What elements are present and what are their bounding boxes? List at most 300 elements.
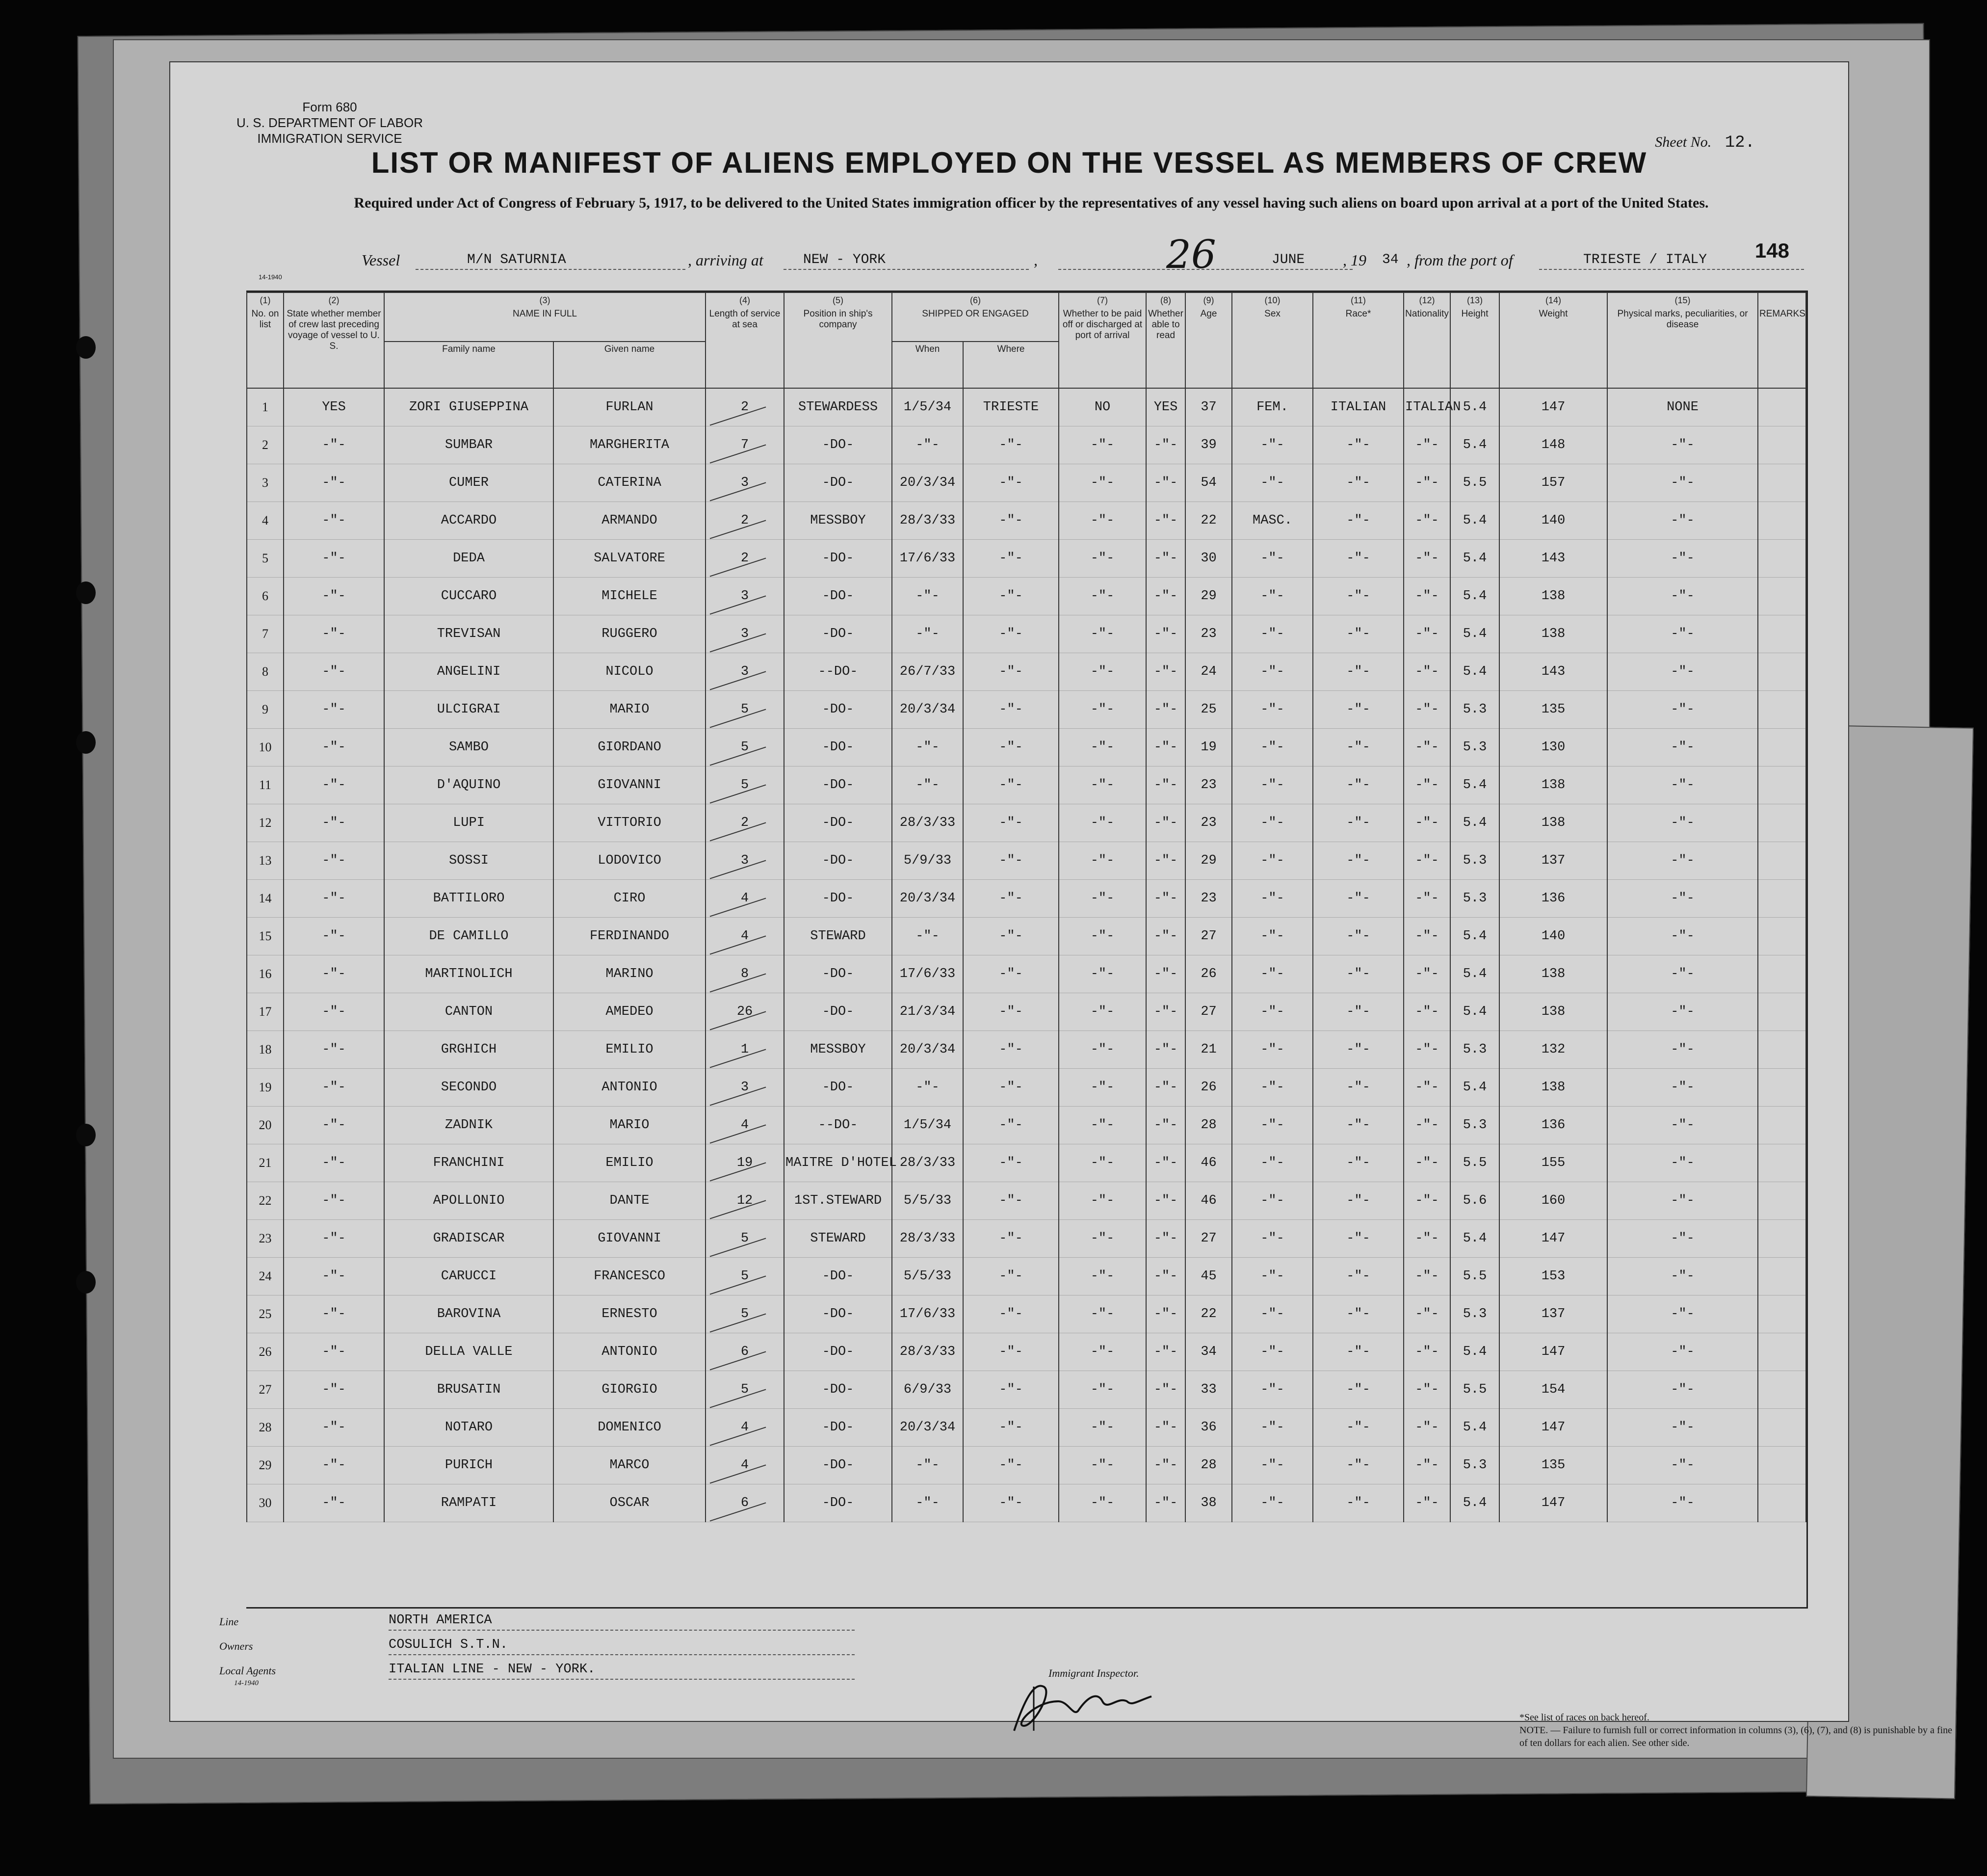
cell-sex: -"-: [1232, 729, 1313, 766]
cell-sex: -"-: [1232, 880, 1313, 918]
cell-where: -"-: [963, 804, 1059, 842]
cell-weight: 147: [1499, 388, 1607, 426]
cell-where: -"-: [963, 918, 1059, 955]
cell-service: 2: [706, 502, 784, 540]
cell-race: -"-: [1313, 1107, 1404, 1144]
cell-family: ZADNIK: [384, 1107, 553, 1144]
col-header-position: (5) Position in ship's company: [784, 292, 892, 388]
cell-age: 27: [1185, 1220, 1232, 1258]
cell-read: -"-: [1146, 578, 1185, 615]
cell-family: ANGELINI: [384, 653, 553, 691]
cell-paid-off: -"-: [1059, 766, 1146, 804]
cell-service: 6: [706, 1484, 784, 1522]
cell-race: -"-: [1313, 842, 1404, 880]
cell-weight: 153: [1499, 1258, 1607, 1295]
cell-read: -"-: [1146, 1258, 1185, 1295]
cell-family: BRUSATIN: [384, 1371, 553, 1409]
cell-read: -"-: [1146, 1295, 1185, 1333]
cell-read: -"-: [1146, 691, 1185, 729]
cell-given: MARCO: [553, 1447, 706, 1484]
penalty-note: NOTE. — Failure to furnish full or correct information in columns (3), (6), (7), and (8) is punishable by a fine of ten dollars for each alien. See other side.: [1519, 1725, 1953, 1748]
cell-height: 5.4: [1450, 426, 1499, 464]
cell-weight: 143: [1499, 653, 1607, 691]
col-header-age: (9) Age: [1185, 292, 1232, 388]
arrival-month: JUNE: [1272, 252, 1305, 267]
cell-prev: -"-: [284, 1107, 384, 1144]
cell-position: STEWARD: [784, 918, 892, 955]
cell-sex: -"-: [1232, 1409, 1313, 1447]
cell-nationality: -"-: [1404, 842, 1450, 880]
cell-height: 5.3: [1450, 729, 1499, 766]
cell-family: CUMER: [384, 464, 553, 502]
cell-race: -"-: [1313, 766, 1404, 804]
cell-height: 5.4: [1450, 1220, 1499, 1258]
cell-no: 21: [247, 1144, 284, 1182]
cell-age: 23: [1185, 804, 1232, 842]
cell-weight: 157: [1499, 464, 1607, 502]
cell-service: 5: [706, 729, 784, 766]
cell-age: 38: [1185, 1484, 1232, 1522]
cell-no: 2: [247, 426, 284, 464]
cell-read: -"-: [1146, 842, 1185, 880]
cell-marks: -"-: [1607, 1031, 1758, 1069]
cell-service: 4: [706, 1447, 784, 1484]
cell-weight: 147: [1499, 1484, 1607, 1522]
cell-family: DELLA VALLE: [384, 1333, 553, 1371]
table-row: [247, 691, 1806, 729]
cell-age: 54: [1185, 464, 1232, 502]
cell-family: CANTON: [384, 993, 553, 1031]
cell-sex: -"-: [1232, 1484, 1313, 1522]
cell-height: 5.4: [1450, 1484, 1499, 1522]
cell-paid-off: -"-: [1059, 540, 1146, 578]
cell-age: 25: [1185, 691, 1232, 729]
cell-age: 23: [1185, 615, 1232, 653]
cell-where: -"-: [963, 1409, 1059, 1447]
cell-marks: -"-: [1607, 578, 1758, 615]
cell-when: 1/5/34: [892, 1107, 963, 1144]
cell-no: 23: [247, 1220, 284, 1258]
cell-height: 5.3: [1450, 1031, 1499, 1069]
cell-remarks: [1758, 766, 1806, 804]
cell-marks: -"-: [1607, 615, 1758, 653]
cell-when: -"-: [892, 578, 963, 615]
cell-paid-off: -"-: [1059, 993, 1146, 1031]
cell-race: -"-: [1313, 804, 1404, 842]
cell-prev: -"-: [284, 993, 384, 1031]
cell-sex: -"-: [1232, 1107, 1313, 1144]
cell-read: -"-: [1146, 1371, 1185, 1409]
cell-position: -DO-: [784, 1371, 892, 1409]
cell-given: DOMENICO: [553, 1409, 706, 1447]
table-row: [247, 1484, 1806, 1522]
cell-race: -"-: [1313, 540, 1404, 578]
cell-nationality: -"-: [1404, 880, 1450, 918]
cell-sex: -"-: [1232, 993, 1313, 1031]
cell-no: 5: [247, 540, 284, 578]
cell-when: 5/5/33: [892, 1182, 963, 1220]
table-row: [247, 1409, 1806, 1447]
cell-height: 5.3: [1450, 842, 1499, 880]
cell-read: -"-: [1146, 918, 1185, 955]
cell-read: -"-: [1146, 540, 1185, 578]
cell-no: 7: [247, 615, 284, 653]
document-subtitle: Required under Act of Congress of February 5, 1917, to be delivered to the United States immigration officer by the representatives of any vessel having such aliens on board upon arrival at a port of the United States.: [354, 195, 1709, 211]
cell-height: 5.4: [1450, 502, 1499, 540]
cell-position: -DO-: [784, 1333, 892, 1371]
table-row: [247, 993, 1806, 1031]
cell-position: -DO-: [784, 1295, 892, 1333]
cell-service: 5: [706, 691, 784, 729]
cell-service: 26: [706, 993, 784, 1031]
cell-height: 5.4: [1450, 615, 1499, 653]
cell-age: 33: [1185, 1371, 1232, 1409]
cell-marks: -"-: [1607, 1333, 1758, 1371]
cell-where: -"-: [963, 464, 1059, 502]
cell-given: CIRO: [553, 880, 706, 918]
cell-race: -"-: [1313, 1447, 1404, 1484]
cell-weight: 160: [1499, 1182, 1607, 1220]
arrival-port: NEW - YORK: [803, 252, 886, 267]
cell-no: 8: [247, 653, 284, 691]
cell-remarks: [1758, 1031, 1806, 1069]
cell-nationality: -"-: [1404, 1447, 1450, 1484]
cell-no: 10: [247, 729, 284, 766]
arrival-day: 26: [1166, 232, 1216, 277]
cell-remarks: [1758, 388, 1806, 426]
cell-sex: -"-: [1232, 1031, 1313, 1069]
cell-prev: -"-: [284, 1182, 384, 1220]
cell-race: -"-: [1313, 1031, 1404, 1069]
cell-paid-off: -"-: [1059, 1069, 1146, 1107]
cell-given: ARMANDO: [553, 502, 706, 540]
cell-no: 9: [247, 691, 284, 729]
cell-when: 5/5/33: [892, 1258, 963, 1295]
cell-weight: 135: [1499, 1447, 1607, 1484]
cell-read: -"-: [1146, 426, 1185, 464]
cell-weight: 136: [1499, 880, 1607, 918]
cell-marks: -"-: [1607, 729, 1758, 766]
cell-paid-off: NO: [1059, 388, 1146, 426]
table-row: [247, 918, 1806, 955]
cell-paid-off: -"-: [1059, 918, 1146, 955]
cell-sex: -"-: [1232, 615, 1313, 653]
cell-marks: -"-: [1607, 955, 1758, 993]
department: U. S. DEPARTMENT OF LABOR: [236, 115, 423, 130]
cell-nationality: -"-: [1404, 426, 1450, 464]
cell-prev: -"-: [284, 1371, 384, 1409]
cell-given: MICHELE: [553, 578, 706, 615]
cell-read: -"-: [1146, 880, 1185, 918]
cell-marks: -"-: [1607, 426, 1758, 464]
cell-position: -DO-: [784, 578, 892, 615]
cell-service: 6: [706, 1333, 784, 1371]
cell-weight: 143: [1499, 540, 1607, 578]
cell-service: 2: [706, 388, 784, 426]
cell-nationality: -"-: [1404, 729, 1450, 766]
cell-prev: -"-: [284, 1069, 384, 1107]
cell-read: -"-: [1146, 1069, 1185, 1107]
cell-position: -DO-: [784, 1409, 892, 1447]
binder-hole: [76, 731, 96, 754]
table-row: [247, 1295, 1806, 1333]
cell-given: MARGHERITA: [553, 426, 706, 464]
line-label: Line: [219, 1615, 239, 1628]
cell-sex: FEM.: [1232, 388, 1313, 426]
cell-prev: -"-: [284, 729, 384, 766]
cell-when: 20/3/34: [892, 691, 963, 729]
cell-age: 28: [1185, 1447, 1232, 1484]
cell-height: 5.4: [1450, 1069, 1499, 1107]
cell-given: OSCAR: [553, 1484, 706, 1522]
col-header-race: (11) Race*: [1313, 292, 1404, 388]
cell-read: YES: [1146, 388, 1185, 426]
cell-read: -"-: [1146, 653, 1185, 691]
table-row: [247, 1144, 1806, 1182]
cell-given: MARIO: [553, 691, 706, 729]
cell-prev: -"-: [284, 1258, 384, 1295]
cell-remarks: [1758, 955, 1806, 993]
cell-family: D'AQUINO: [384, 766, 553, 804]
cell-position: -DO-: [784, 1069, 892, 1107]
cell-nationality: -"-: [1404, 1220, 1450, 1258]
table-row: [247, 766, 1806, 804]
cell-height: 5.4: [1450, 993, 1499, 1031]
cell-service: 3: [706, 578, 784, 615]
cell-when: 17/6/33: [892, 1295, 963, 1333]
table-row: [247, 540, 1806, 578]
cell-where: -"-: [963, 993, 1059, 1031]
cell-given: GIORDANO: [553, 729, 706, 766]
cell-service: 2: [706, 804, 784, 842]
cell-age: 46: [1185, 1144, 1232, 1182]
cell-remarks: [1758, 578, 1806, 615]
cell-age: 23: [1185, 766, 1232, 804]
cell-nationality: -"-: [1404, 1182, 1450, 1220]
cell-where: -"-: [963, 502, 1059, 540]
cell-height: 5.5: [1450, 1144, 1499, 1182]
cell-nationality: -"-: [1404, 1295, 1450, 1333]
cell-paid-off: -"-: [1059, 1220, 1146, 1258]
cell-read: -"-: [1146, 1220, 1185, 1258]
cell-paid-off: -"-: [1059, 880, 1146, 918]
cell-given: FRANCESCO: [553, 1258, 706, 1295]
cell-where: -"-: [963, 1484, 1059, 1522]
cell-service: 1: [706, 1031, 784, 1069]
cell-race: -"-: [1313, 464, 1404, 502]
cell-prev: -"-: [284, 502, 384, 540]
table-row: [247, 880, 1806, 918]
form-identifier: [236, 99, 423, 146]
cell-sex: -"-: [1232, 653, 1313, 691]
cell-paid-off: -"-: [1059, 1031, 1146, 1069]
cell-paid-off: -"-: [1059, 1371, 1146, 1409]
cell-sex: MASC.: [1232, 502, 1313, 540]
cell-service: 3: [706, 842, 784, 880]
cell-weight: 137: [1499, 1295, 1607, 1333]
cell-family: GRADISCAR: [384, 1220, 553, 1258]
table-row: [247, 615, 1806, 653]
cell-position: -DO-: [784, 1447, 892, 1484]
cell-sex: -"-: [1232, 1295, 1313, 1333]
cell-position: -DO-: [784, 1484, 892, 1522]
cell-position: -DO-: [784, 766, 892, 804]
cell-age: 29: [1185, 578, 1232, 615]
cell-given: GIOVANNI: [553, 1220, 706, 1258]
cell-given: ANTONIO: [553, 1069, 706, 1107]
cell-prev: YES: [284, 388, 384, 426]
cell-family: ZORI GIUSEPPINA: [384, 388, 553, 426]
cell-no: 6: [247, 578, 284, 615]
col-header-weight: (14) Weight: [1499, 292, 1607, 388]
cell-no: 20: [247, 1107, 284, 1144]
cell-position: -DO-: [784, 993, 892, 1031]
cell-where: -"-: [963, 766, 1059, 804]
cell-weight: 155: [1499, 1144, 1607, 1182]
cell-given: FERDINANDO: [553, 918, 706, 955]
cell-service: 5: [706, 1371, 784, 1409]
cell-marks: -"-: [1607, 880, 1758, 918]
cell-nationality: -"-: [1404, 1484, 1450, 1522]
cell-race: -"-: [1313, 993, 1404, 1031]
cell-position: STEWARDESS: [784, 388, 892, 426]
cell-where: -"-: [963, 955, 1059, 993]
cell-remarks: [1758, 918, 1806, 955]
cell-remarks: [1758, 993, 1806, 1031]
cell-position: MESSBOY: [784, 502, 892, 540]
crew-table-body: [247, 388, 1806, 1522]
cell-sex: -"-: [1232, 804, 1313, 842]
cell-given: NICOLO: [553, 653, 706, 691]
cell-race: -"-: [1313, 578, 1404, 615]
col-header-family-name: Family name: [384, 342, 553, 388]
cell-race: -"-: [1313, 615, 1404, 653]
cell-given: GIORGIO: [553, 1371, 706, 1409]
cell-race: -"-: [1313, 1182, 1404, 1220]
cell-paid-off: -"-: [1059, 615, 1146, 653]
table-row: [247, 842, 1806, 880]
cell-marks: -"-: [1607, 1295, 1758, 1333]
cell-nationality: -"-: [1404, 578, 1450, 615]
cell-weight: 138: [1499, 578, 1607, 615]
cell-given: DANTE: [553, 1182, 706, 1220]
cell-height: 5.4: [1450, 540, 1499, 578]
cell-marks: -"-: [1607, 993, 1758, 1031]
cell-position: -DO-: [784, 729, 892, 766]
cell-remarks: [1758, 691, 1806, 729]
cell-given: LODOVICO: [553, 842, 706, 880]
cell-remarks: [1758, 1220, 1806, 1258]
cell-read: -"-: [1146, 1031, 1185, 1069]
cell-service: 8: [706, 955, 784, 993]
cell-weight: 137: [1499, 842, 1607, 880]
cell-nationality: -"-: [1404, 1258, 1450, 1295]
cell-prev: -"-: [284, 1484, 384, 1522]
arriving-label: , arriving at: [688, 251, 763, 269]
cell-age: 46: [1185, 1182, 1232, 1220]
cell-age: 39: [1185, 426, 1232, 464]
cell-given: EMILIO: [553, 1144, 706, 1182]
cell-prev: -"-: [284, 955, 384, 993]
cell-service: 3: [706, 464, 784, 502]
cell-no: 15: [247, 918, 284, 955]
cell-race: -"-: [1313, 1333, 1404, 1371]
cell-given: FURLAN: [553, 388, 706, 426]
table-row: [247, 729, 1806, 766]
cell-sex: -"-: [1232, 955, 1313, 993]
cell-weight: 154: [1499, 1371, 1607, 1409]
table-row: [247, 1220, 1806, 1258]
cell-no: 28: [247, 1409, 284, 1447]
cell-when: 28/3/33: [892, 502, 963, 540]
cell-where: -"-: [963, 578, 1059, 615]
cell-weight: 140: [1499, 502, 1607, 540]
cell-read: -"-: [1146, 1409, 1185, 1447]
cell-age: 21: [1185, 1031, 1232, 1069]
cell-no: 12: [247, 804, 284, 842]
cell-read: -"-: [1146, 729, 1185, 766]
cell-when: 20/3/34: [892, 1409, 963, 1447]
cell-where: -"-: [963, 1031, 1059, 1069]
cell-remarks: [1758, 1258, 1806, 1295]
vessel-label: Vessel: [362, 251, 400, 269]
cell-height: 5.4: [1450, 918, 1499, 955]
cell-prev: -"-: [284, 691, 384, 729]
sheet-label: Sheet No.: [1655, 134, 1712, 150]
cell-nationality: -"-: [1404, 691, 1450, 729]
cell-age: 24: [1185, 653, 1232, 691]
page-stamp-number: 148: [1754, 239, 1789, 262]
cell-weight: 148: [1499, 426, 1607, 464]
cell-weight: 140: [1499, 918, 1607, 955]
cell-paid-off: -"-: [1059, 729, 1146, 766]
cell-remarks: [1758, 1069, 1806, 1107]
cell-when: 28/3/33: [892, 1333, 963, 1371]
cell-nationality: -"-: [1404, 540, 1450, 578]
cell-remarks: [1758, 1182, 1806, 1220]
cell-weight: 147: [1499, 1409, 1607, 1447]
table-row: [247, 388, 1806, 426]
cell-paid-off: -"-: [1059, 1409, 1146, 1447]
document-title: LIST OR MANIFEST OF ALIENS EMPLOYED ON THE VESSEL AS MEMBERS OF CREW: [371, 146, 1647, 179]
cell-where: -"-: [963, 1295, 1059, 1333]
cell-read: -"-: [1146, 464, 1185, 502]
cell-no: 4: [247, 502, 284, 540]
cell-family: MARTINOLICH: [384, 955, 553, 993]
cell-marks: NONE: [1607, 388, 1758, 426]
cell-height: 5.3: [1450, 1447, 1499, 1484]
table-row: [247, 1107, 1806, 1144]
cell-race: -"-: [1313, 1258, 1404, 1295]
cell-where: -"-: [963, 729, 1059, 766]
table-row: [247, 578, 1806, 615]
cell-age: 37: [1185, 388, 1232, 426]
cell-marks: -"-: [1607, 540, 1758, 578]
cell-when: 28/3/33: [892, 1220, 963, 1258]
cell-when: -"-: [892, 1484, 963, 1522]
cell-family: RAMPATI: [384, 1484, 553, 1522]
cell-height: 5.4: [1450, 653, 1499, 691]
cell-when: 17/6/33: [892, 955, 963, 993]
cell-nationality: -"-: [1404, 1069, 1450, 1107]
cell-race: -"-: [1313, 1371, 1404, 1409]
table-row: [247, 804, 1806, 842]
cell-height: 5.3: [1450, 880, 1499, 918]
cell-marks: -"-: [1607, 1182, 1758, 1220]
cell-race: -"-: [1313, 502, 1404, 540]
table-row: [247, 955, 1806, 993]
cell-race: -"-: [1313, 729, 1404, 766]
